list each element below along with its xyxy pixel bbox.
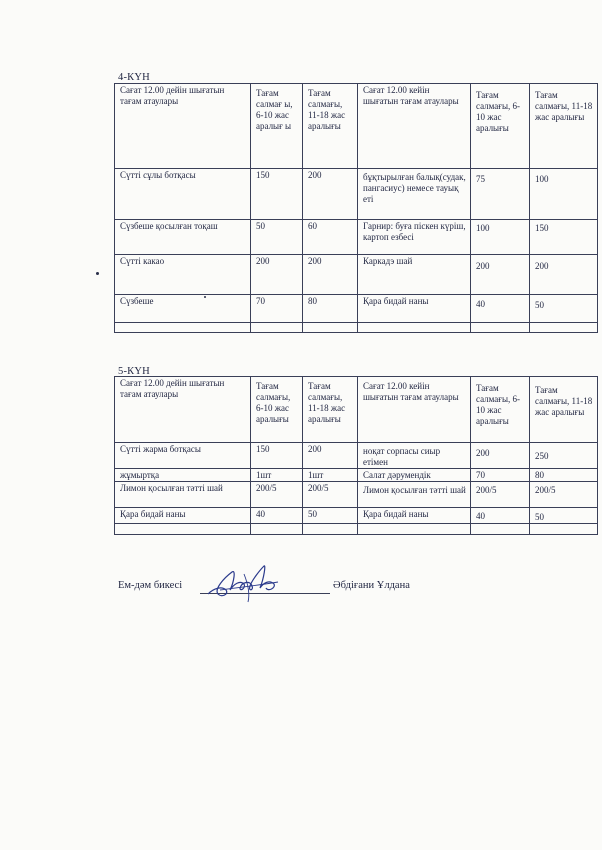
empty-row [115, 323, 598, 333]
table-row [115, 482, 598, 508]
table-header-row [115, 377, 598, 443]
table-cell: 200/5 [471, 482, 530, 508]
table-cell: 70 [251, 295, 303, 323]
table-cell: Каркадэ шай [358, 255, 471, 295]
table-cell: 80 [303, 295, 358, 323]
table-cell: 100 [530, 169, 598, 220]
empty-cell [115, 524, 251, 535]
table-cell: Гарнир: буға піскен күріш, картоп езбесі [358, 220, 471, 255]
table-cell: 250 [530, 443, 598, 469]
empty-cell [251, 524, 303, 535]
table-cell: 200/5 [251, 482, 303, 508]
empty-cell [251, 323, 303, 333]
table-cell: 40 [251, 508, 303, 524]
table-cell: 200 [303, 169, 358, 220]
table-cell: Қара бидай наны [115, 508, 251, 524]
empty-cell [358, 524, 471, 535]
day-4-menu-table [114, 83, 598, 333]
day-5-menu-table [114, 376, 598, 535]
table-cell: 80 [530, 469, 598, 482]
header-cell: Тағам салмағы, 6-10 жас аралығы [471, 84, 530, 169]
table-row [115, 508, 598, 524]
table-cell: 200 [471, 443, 530, 469]
table-cell: 50 [303, 508, 358, 524]
table-header-row [115, 84, 598, 169]
signature-block [118, 574, 418, 614]
table-cell: Салат дәрумендік [358, 469, 471, 482]
table-cell: 75 [471, 169, 530, 220]
empty-cell [358, 323, 471, 333]
table-cell: 70 [471, 469, 530, 482]
table-cell: жұмыртқа [115, 469, 251, 482]
header-cell: Тағам салмағ ы, 6-10 жас аралығ ы [251, 84, 303, 169]
signature-label: Ем-дәм бикесі [118, 580, 183, 591]
table-row [115, 169, 598, 220]
table-cell: 100 [471, 220, 530, 255]
header-cell: Тағам салмағы, 11-18 жас аралығы [303, 84, 358, 169]
header-cell: Сағат 12.00 дейін шығатын тағам атаулары [115, 377, 251, 443]
table-cell: 150 [251, 443, 303, 469]
header-cell: Тағам салмағы, 6-10 жас аралығы [471, 377, 530, 443]
table-row [115, 255, 598, 295]
table-row [115, 443, 598, 469]
table-cell: Сүтті какао [115, 255, 251, 295]
table-cell: 60 [303, 220, 358, 255]
table-cell: 150 [251, 169, 303, 220]
table-cell: Лимон қосылған тәтті шай [358, 482, 471, 508]
table-cell: 200 [303, 443, 358, 469]
empty-cell [530, 524, 598, 535]
scan-speck [96, 272, 99, 275]
table-cell: Сүтті жарма ботқасы [115, 443, 251, 469]
day-4-title: 4-КҮН [118, 72, 150, 83]
table-cell: ноқат сорпасы сиыр етімен [358, 443, 471, 469]
table-cell: 50 [251, 220, 303, 255]
empty-cell [471, 524, 530, 535]
table-cell: Қара бидай наны [358, 508, 471, 524]
header-cell: Тағам салмағы, 6-10 жас аралығы [251, 377, 303, 443]
table-cell: 1шт [251, 469, 303, 482]
scan-speck [204, 296, 206, 298]
table-row [115, 295, 598, 323]
table-cell: 200 [303, 255, 358, 295]
empty-cell [471, 323, 530, 333]
table-cell: 200 [471, 255, 530, 295]
table-row [115, 220, 598, 255]
table-cell: 40 [471, 295, 530, 323]
table-cell: 40 [471, 508, 530, 524]
handwritten-signature [204, 560, 284, 604]
table-cell: Сүзбеше [115, 295, 251, 323]
table-cell: 200/5 [303, 482, 358, 508]
table-cell: 50 [530, 508, 598, 524]
table-cell: 50 [530, 295, 598, 323]
header-cell: Тағам салмағы, 11-18 жас аралығы [303, 377, 358, 443]
empty-cell [530, 323, 598, 333]
header-cell: Сағат 12.00 дейін шығатын тағам атаулары [115, 84, 251, 169]
table-cell: 150 [530, 220, 598, 255]
empty-cell [115, 323, 251, 333]
table-cell: 1шт [303, 469, 358, 482]
day-5-title: 5-КҮН [118, 366, 150, 377]
table-cell: 200 [251, 255, 303, 295]
table-row [115, 469, 598, 482]
table-cell: Сүтті сұлы ботқасы [115, 169, 251, 220]
signatory-name: Әбдіғани Ұлдана [333, 580, 410, 591]
table-cell: Сүзбеше қосылған тоқаш [115, 220, 251, 255]
empty-cell [303, 524, 358, 535]
table-cell: Лимон қосылған тәтті шай [115, 482, 251, 508]
table-cell: бұқтырылған балық(судак, пангасиус) немесе тауық еті [358, 169, 471, 220]
empty-cell [303, 323, 358, 333]
header-cell: Сағат 12.00 кейін шығатын тағам атаулары [358, 377, 471, 443]
header-cell: Сағат 12.00 кейін шығатын тағам атаулары [358, 84, 471, 169]
table-cell: Қара бидай наны [358, 295, 471, 323]
table-cell: 200 [530, 255, 598, 295]
header-cell: Тағам салмағы, 11-18 жас аралығы [530, 377, 598, 443]
header-cell: Тағам салмағы, 11-18 жас аралығы [530, 84, 598, 169]
table-cell: 200/5 [530, 482, 598, 508]
empty-row [115, 524, 598, 535]
